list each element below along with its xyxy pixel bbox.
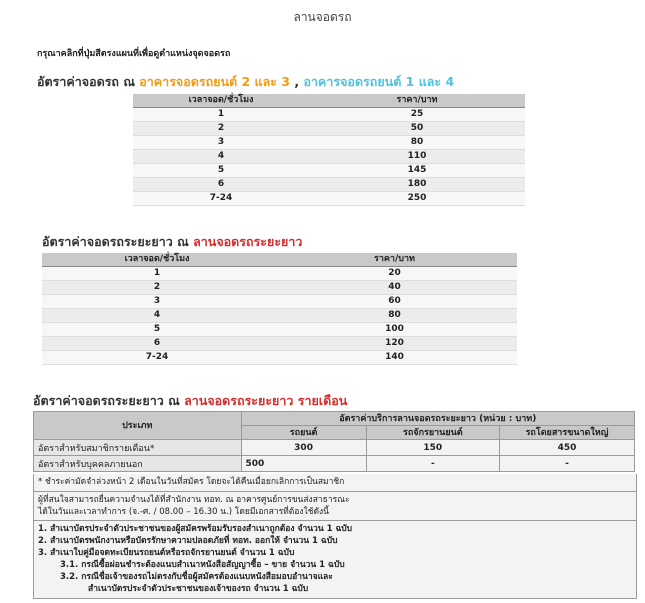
cell-time: 5 [42, 323, 272, 337]
cell-car: 500 [241, 456, 366, 472]
cell-price: 250 [309, 192, 525, 206]
col-header-group: อัตราค่าบริการลานจอดรถระยะยาว (หน่วย : บาท) [241, 412, 634, 426]
table-row [133, 164, 525, 178]
cell-type: อัตราสำหรับบุคคลภายนอก [34, 456, 242, 472]
table-row [42, 323, 517, 337]
table-row [133, 192, 525, 206]
cell-price: 140 [272, 351, 517, 365]
cell-price: 40 [272, 281, 517, 295]
cell-time: 1 [133, 108, 309, 122]
document-item: 1. สำเนาบัตรประจำตัวประชาชนของผู้สมัครพร้อมรับรองสำเนาถูกต้อง จำนวน 1 ฉบับ [38, 524, 353, 534]
cell-bus: - [500, 456, 635, 472]
cell-price: 60 [272, 295, 517, 309]
deposit-note: * ชำระค่ามัดจำล่วงหน้า 2 เดือนในวันที่สมัคร โดยจะได้คืนเมื่อยกเลิกการเป็นสมาชิก [34, 474, 636, 492]
map-instruction: กรุณาคลิกที่ปุ่มสีตรงแผนที่เพื่อดูตำแหน่งจุดจอดรถ [37, 49, 231, 59]
sub-document-item: 3.2. กรณีชื่อเจ้าของรถไม่ตรงกับชื่อผู้สมัครต้องแนบหนังสือมอบอำนาจและ [60, 572, 333, 582]
table-row [42, 309, 517, 323]
table-row [133, 178, 525, 192]
membership-notes [33, 474, 637, 599]
cell-price: 120 [272, 337, 517, 351]
cell-time: 2 [133, 122, 309, 136]
cell-type: อัตราสำหรับสมาชิกรายเดือน* [34, 440, 242, 456]
col-header-bus: รถโดยสารขนาดใหญ่ [500, 426, 635, 440]
col-header-car: รถยนต์ [241, 426, 366, 440]
sub-document-item: สำเนาบัตรประจำตัวประชาชนของเจ้าของรถ จำนวน 1 ฉบับ [88, 584, 309, 594]
monthly-rate-table [33, 411, 635, 472]
col-header-price: ราคา/บาท [272, 253, 517, 267]
cell-time: 3 [42, 295, 272, 309]
application-note-line: ผู้ที่สนใจสามารถยื่นความจำนงได้ที่สำนักงาน ทอท. ณ อาคารศูนย์การขนส่งสาธารณะ [38, 495, 350, 505]
cell-time: 7-24 [133, 192, 309, 206]
cell-price: 50 [309, 122, 525, 136]
application-note-line: ได้ในวันและเวลาทำการ (จ.-ศ. / 08.00 – 16.30 น.) โดยมีเอกสารที่ต้องใช้ดังนี้ [38, 507, 329, 517]
section-heading-longterm [42, 232, 302, 252]
cell-time: 1 [42, 267, 272, 281]
cell-time: 4 [133, 150, 309, 164]
table-row [42, 295, 517, 309]
cell-time: 5 [133, 164, 309, 178]
cell-price: 145 [309, 164, 525, 178]
table-row [133, 108, 525, 122]
longterm-rate-table [42, 253, 517, 365]
cell-motorcycle: 150 [366, 440, 499, 456]
cell-price: 110 [309, 150, 525, 164]
longterm-lot-link[interactable]: ลานจอดรถระยะยาว [193, 234, 303, 249]
cell-price: 80 [272, 309, 517, 323]
heading-prefix: อัตราค่าจอดรถ ณ [37, 74, 140, 89]
cell-time: 3 [133, 136, 309, 150]
table-row [34, 440, 635, 456]
cell-time: 2 [42, 281, 272, 295]
cell-time: 4 [42, 309, 272, 323]
building-2-3-link[interactable]: อาคารจอดรถยนต์ 2 และ 3 [139, 74, 291, 89]
table-row [133, 122, 525, 136]
cell-time: 7-24 [42, 351, 272, 365]
cell-motorcycle: - [366, 456, 499, 472]
table-row [133, 150, 525, 164]
cell-price: 100 [272, 323, 517, 337]
hourly-rate-table [133, 94, 525, 206]
cell-price: 25 [309, 108, 525, 122]
monthly-lot-link[interactable]: ลานจอดรถระยะยาว รายเดือน [184, 393, 348, 408]
table-row [42, 337, 517, 351]
cell-bus: 450 [500, 440, 635, 456]
document-item: 3. สำเนาใบคู่มือจดทะเบียนรถยนต์หรือรถจักรยานยนต์ จำนวน 1 ฉบับ [38, 548, 295, 558]
table-row [42, 281, 517, 295]
sub-document-item: 3.1. กรณีซื้อผ่อนชำระต้องแนบสำเนาหนังสือสัญญาซื้อ – ขาย จำนวน 1 ฉบับ [60, 560, 345, 570]
cell-car: 300 [241, 440, 366, 456]
cell-price: 180 [309, 178, 525, 192]
building-1-4-link[interactable]: อาคารจอดรถยนต์ 1 และ 4 [303, 74, 455, 89]
col-header-motorcycle: รถจักรยานยนต์ [366, 426, 499, 440]
required-documents [34, 521, 636, 599]
table-row [133, 136, 525, 150]
col-header-price: ราคา/บาท [309, 94, 525, 108]
cell-price: 80 [309, 136, 525, 150]
table-row [34, 456, 635, 472]
application-note [34, 492, 636, 521]
cell-time: 6 [133, 178, 309, 192]
table-row [42, 351, 517, 365]
heading-prefix: อัตราค่าจอดรถระยะยาว ณ [42, 234, 194, 249]
heading-separator: , [290, 74, 304, 89]
section-heading-buildings [37, 72, 454, 92]
heading-prefix: อัตราค่าจอดรถระยะยาว ณ [33, 393, 185, 408]
section-heading-monthly [33, 391, 347, 411]
document-item: 2. สำเนาบัตรพนักงานหรือบัตรรักษาความปลอดภัยที่ ทอท. ออกให้ จำนวน 1 ฉบับ [38, 536, 338, 546]
page-title: ลานจอดรถ [293, 10, 352, 24]
cell-price: 20 [272, 267, 517, 281]
table-row [42, 267, 517, 281]
col-header-time: เวลาจอด/ชั่วโมง [133, 94, 309, 108]
col-header-time: เวลาจอด/ชั่วโมง [42, 253, 272, 267]
cell-time: 6 [42, 337, 272, 351]
col-header-type: ประเภท [34, 412, 242, 440]
